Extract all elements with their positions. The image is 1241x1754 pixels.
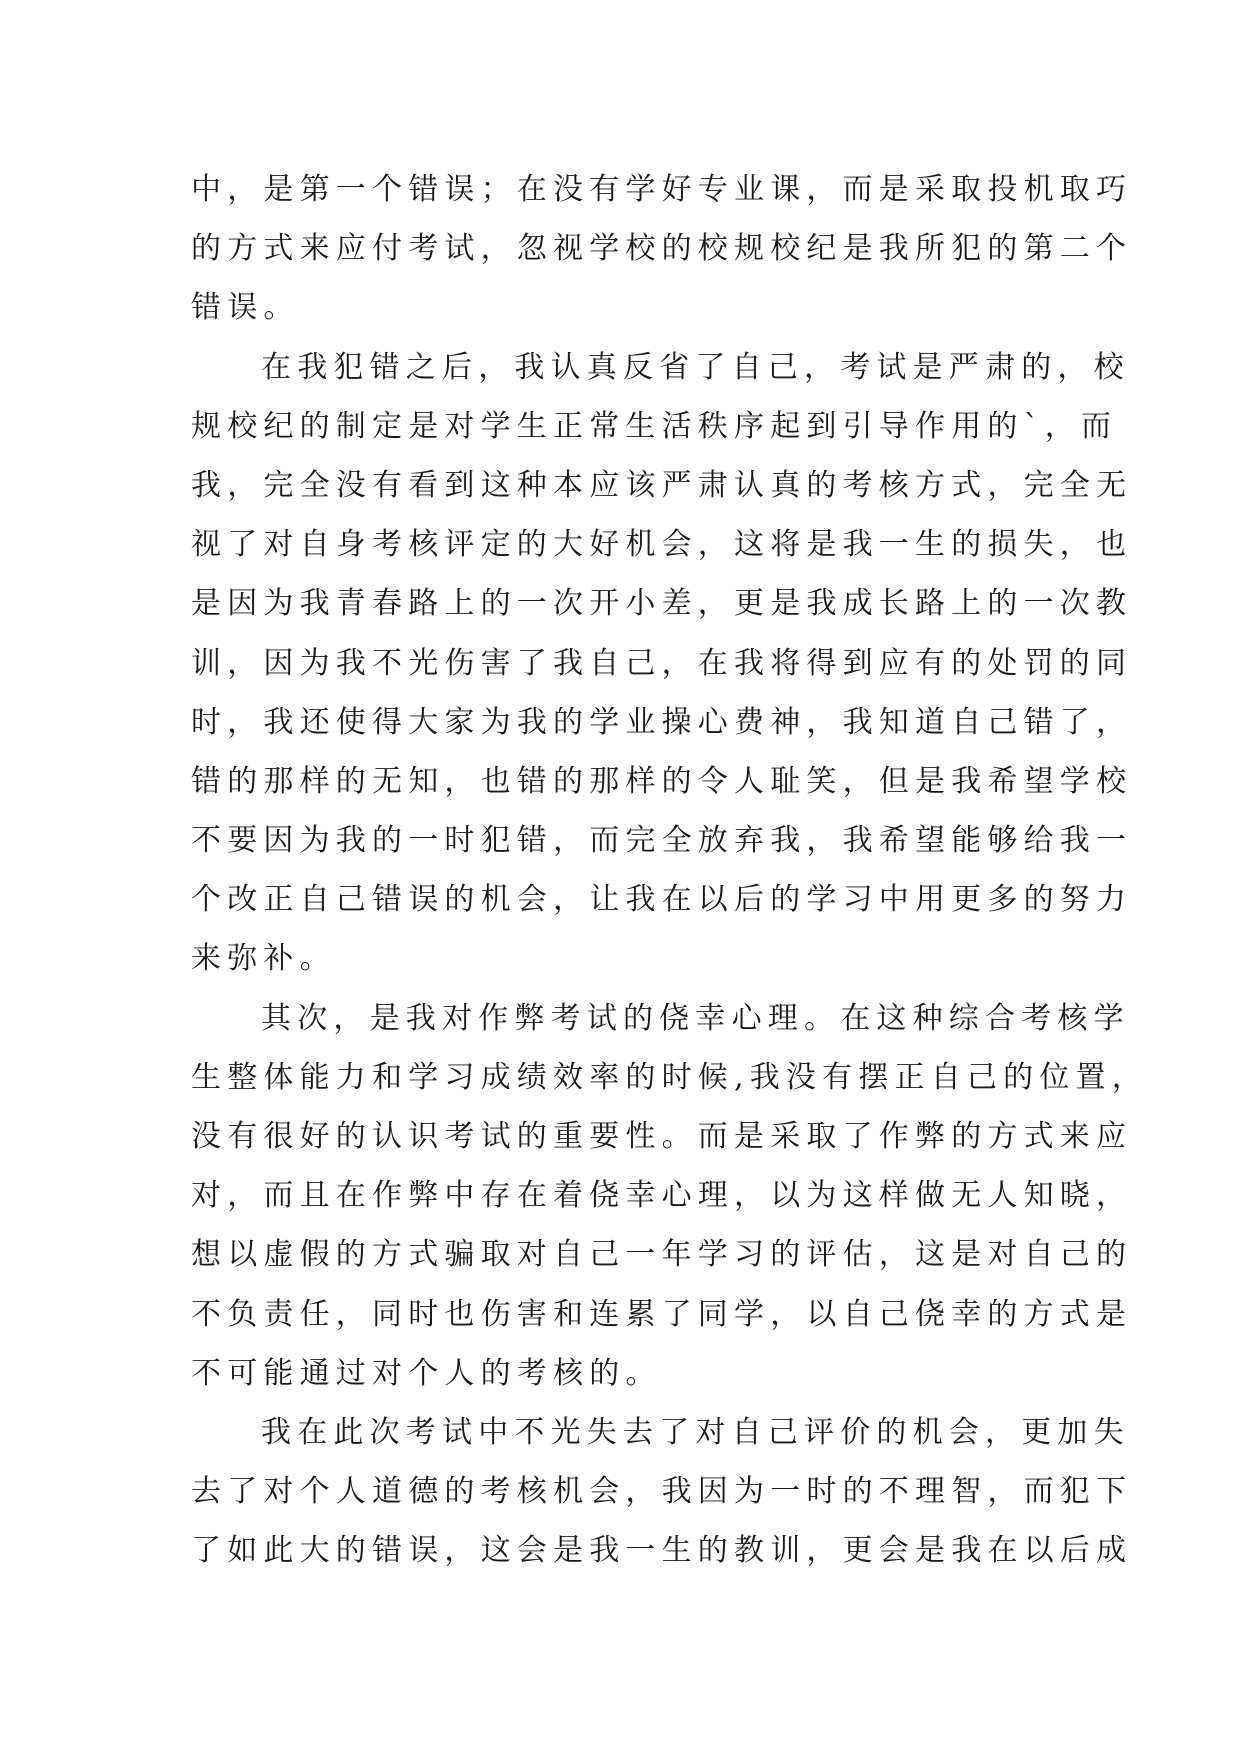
text-line: 不可能通过对个人的考核的。 [191,1355,662,1391]
text-line: 想以虚假的方式骗取对自己一年学习的评估，这是对自己的 [191,1237,1133,1273]
text-line: 规校纪的制定是对学生正常生活秩序起到引导作用的`，而 [191,408,1118,444]
text-line: 时，我还使得大家为我的学业操心费神，我知道自己错了， [191,704,1133,740]
text-line: 了如此大的错误，这会是我一生的教训，更会是我在以后成 [191,1533,1133,1569]
text-line: 没有很好的认识考试的重要性。而是采取了作弊的方式来应 [191,1119,1133,1154]
body-text [191,160,1148,1581]
text-line: 的方式来应付考试，忽视学校的校规校纪是我所犯的第二个 [191,231,1133,267]
text-line: 是因为我青春路上的一次开小差，更是我成长路上的一次教 [191,586,1133,622]
text-line: 生整体能力和学习成绩效率的时候,我没有摆正自己的位置， [191,1059,1148,1095]
paragraph-first-line: 我在此次考试中不光失去了对自己评价的机会，更加失 [261,1414,1130,1450]
text-line: 我，完全没有看到这种本应该严肃认真的考核方式，完全无 [191,467,1133,503]
text-line: 去了对个人道德的考核机会，我因为一时的不理智，而犯下 [191,1474,1133,1510]
text-line: 视了对自身考核评定的大好机会，这将是我一生的损失，也 [191,527,1133,563]
text-line: 不负责任，同时也伤害和连累了同学，以自己侥幸的方式是 [191,1296,1133,1332]
text-line: 错的那样的无知，也错的那样的令人耻笑，但是我希望学校 [191,763,1133,799]
paragraph-first-line: 其次，是我对作弊考试的侥幸心理。在这种综合考核学 [261,1000,1130,1036]
text-line: 对，而且在作弊中存在着侥幸心理，以为这样做无人知晓， [191,1178,1133,1214]
text-line: 个改正自己错误的机会，让我在以后的学习中用更多的努力 [191,882,1133,918]
paragraph-first-line: 在我犯错之后，我认真反省了自己，考试是严肃的，校 [261,349,1130,385]
text-line: 不要因为我的一时犯错，而完全放弃我，我希望能够给我一 [191,823,1133,859]
text-line: 训，因为我不光伤害了我自己，在我将得到应有的处罚的同 [191,645,1133,681]
text-line: 中，是第一个错误；在没有学好专业课，而是采取投机取巧 [191,172,1133,207]
text-line: 来弥补。 [191,941,336,977]
text-line: 错误。 [191,290,300,326]
